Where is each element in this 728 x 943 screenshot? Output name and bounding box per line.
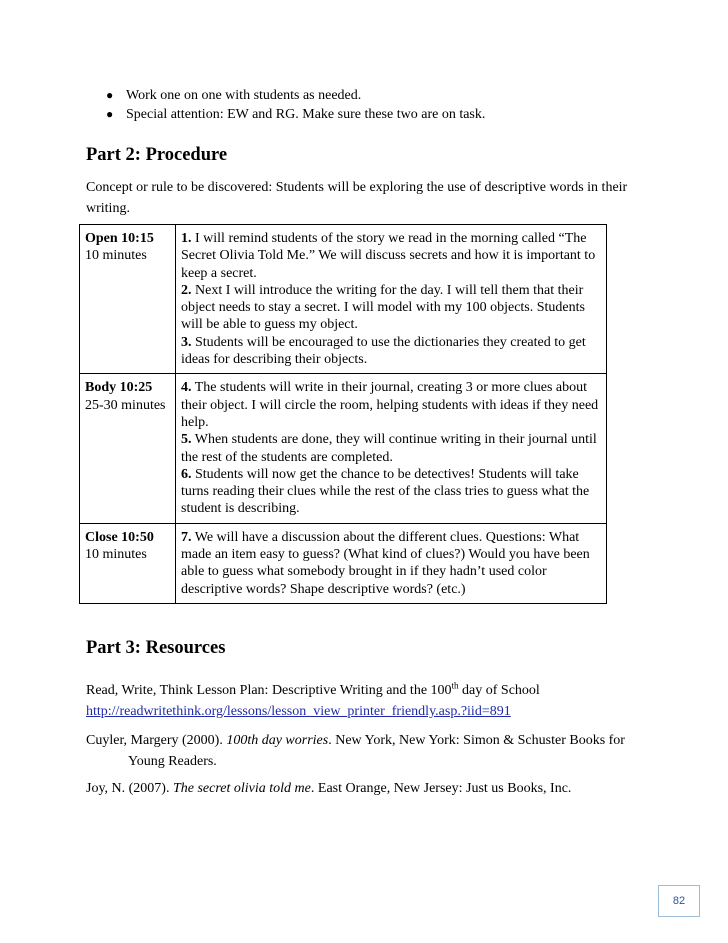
steps-cell [176, 225, 607, 374]
procedure-step [181, 379, 602, 431]
duration-label: 10 minutes [85, 248, 147, 264]
time-label: Body 10:25 [85, 380, 153, 396]
table-row [80, 374, 607, 523]
time-cell [80, 523, 176, 603]
step-text: Students will be encouraged to use the dictionaries they created to get ideas for describing their objects. [181, 334, 586, 368]
time-cell [80, 225, 176, 374]
concept-text: Concept or rule to be discovered: Students will be exploring the use of descriptive words in their writing. [86, 180, 628, 216]
step-number: 3. [181, 334, 192, 350]
bullet-item: ● Work one on one with students as needed. [106, 88, 362, 103]
procedure-step [181, 431, 602, 466]
duration-label: 10 minutes [85, 547, 147, 563]
step-text: I will remind students of the story we read in the morning called “The Secret Olivia Told Me.” We will discuss secrets and how it is important to keep a secret. [181, 231, 596, 281]
part2-heading: Part 2: Procedure [86, 145, 228, 165]
reference-1: Read, Write, Think Lesson Plan: Descriptive Writing and the 100th day of School http://readwritethink.org/lessons/lesson_view_printer_friendly.asp.?iid=891 [86, 680, 540, 719]
step-number: 4. [181, 380, 192, 396]
step-number: 2. [181, 282, 192, 298]
step-number: 7. [181, 529, 192, 545]
step-number: 5. [181, 432, 192, 448]
resource-link[interactable]: http://readwritethink.org/lessons/lesson_view_printer_friendly.asp.?iid=891 [86, 704, 511, 719]
reference-2: Cuyler, Margery (2000). 100th day worries. New York, New York: Simon & Schuster Books for Young Readers. [86, 733, 625, 769]
page-number: 82 [658, 885, 700, 917]
bullet-icon: ● [106, 88, 114, 102]
duration-label: 25-30 minutes [85, 397, 166, 413]
procedure-table [79, 224, 607, 604]
bullet-item: ● Special attention: EW and RG. Make sure these two are on task. [106, 107, 486, 122]
procedure-step [181, 282, 602, 334]
step-text: Next I will introduce the writing for the day. I will tell them that their object needs to stay a secret. I will model with my 100 objects. Students will be able to guess my object. [181, 282, 585, 333]
time-label: Close 10:50 [85, 529, 154, 545]
table-row [80, 523, 607, 603]
step-text: Students will now get the chance to be detectives! Students will take turns reading their clues while the rest of the class tries to guess what the student is describing. [181, 466, 590, 517]
procedure-step [181, 334, 602, 369]
procedure-step [181, 230, 602, 282]
step-number: 6. [181, 466, 192, 482]
step-number: 1. [181, 231, 192, 246]
part3-heading: Part 3: Resources [86, 638, 226, 658]
reference-3: Joy, N. (2007). The secret olivia told me. East Orange, New Jersey: Just us Books, Inc. [86, 781, 572, 796]
procedure-step [181, 529, 602, 598]
step-text: The students will write in their journal, creating 3 or more clues about their object. I will circle the room, helping students with ideas if they need help. [181, 380, 599, 430]
bullet-list [100, 86, 485, 124]
steps-cell [176, 374, 607, 523]
step-text: We will have a discussion about the different clues. Questions: What made an item easy to guess? (What kind of clues?) Would you have been able to guess what somebody brought in if they hadn’t used color descriptive words? Shape descriptive words? (etc.) [181, 529, 590, 597]
table-row [80, 225, 607, 374]
time-cell [80, 374, 176, 523]
steps-cell [176, 523, 607, 603]
procedure-step [181, 466, 602, 518]
time-label: Open 10:15 [85, 231, 154, 246]
step-text: When students are done, they will continue writing in their journal until the rest of the students are completed. [181, 432, 597, 465]
bullet-icon: ● [106, 107, 114, 121]
